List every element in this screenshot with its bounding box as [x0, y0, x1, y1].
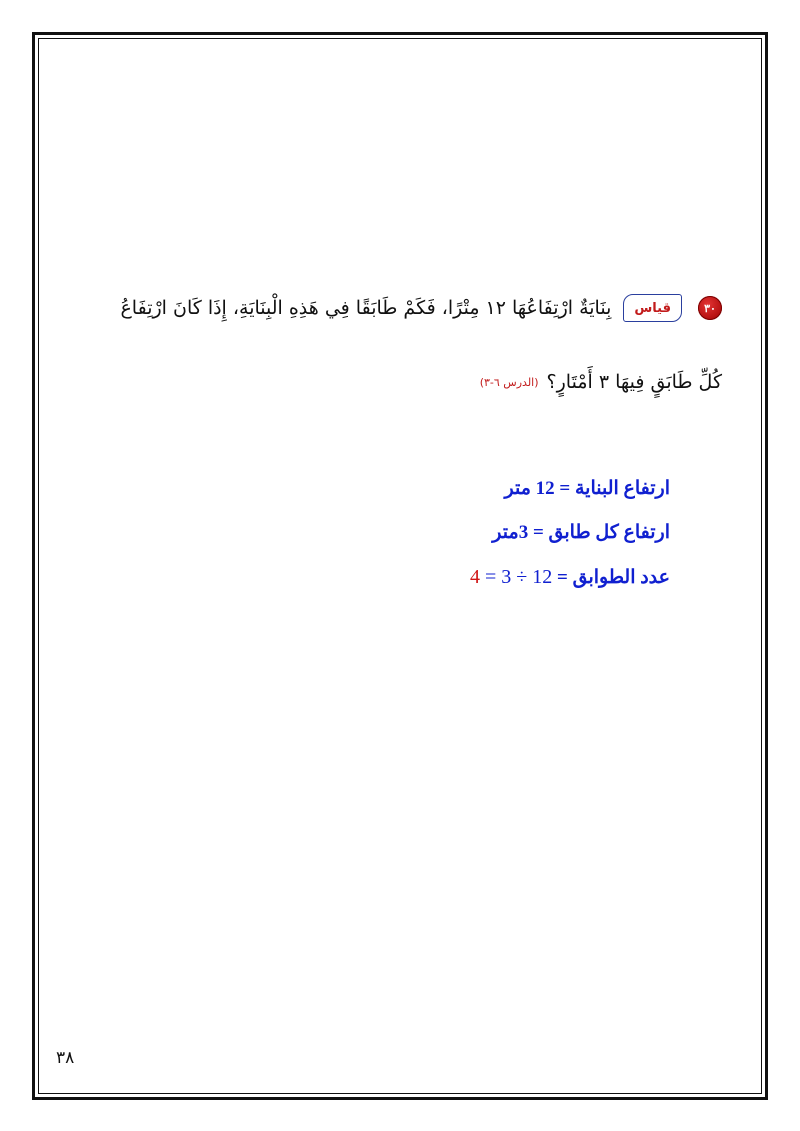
page-number: ٣٨ [56, 1048, 75, 1068]
question-number-icon: ٣٠ [698, 296, 722, 320]
solution-floor-count [370, 562, 670, 592]
question-line-2 [132, 362, 722, 402]
solution-floor-height: ارتفاع كل طابق = 3متر [492, 522, 670, 543]
solution-building-height: ارتفاع البناية = 12 متر [504, 478, 670, 499]
question-line-1 [120, 288, 722, 328]
question-block [120, 288, 722, 402]
lesson-reference: (الدرس ٦-٣) [479, 375, 539, 389]
question-text-line-1: بِنَايَةٌ ارْتِفَاعُهَا ١٢ مِتْرًا، فَكَمْ طَابَقًا فِي هَذِهِ الْبِنَايَةِ، إِذَا كَانَ ارْتِفَاعُ [120, 297, 612, 319]
skill-badge: قياس [623, 294, 682, 322]
solution-floor-count-label: عدد الطوابق = [552, 567, 670, 588]
solution-block [370, 474, 670, 606]
question-text-line-2: كُلِّ طَابَقٍ فِيهَا ٣ أَمْتَارٍ؟ [546, 371, 722, 393]
solution-result: 4 [470, 566, 480, 588]
solution-floor-count-expression: 4 = 3 ÷ 12 [470, 566, 553, 588]
